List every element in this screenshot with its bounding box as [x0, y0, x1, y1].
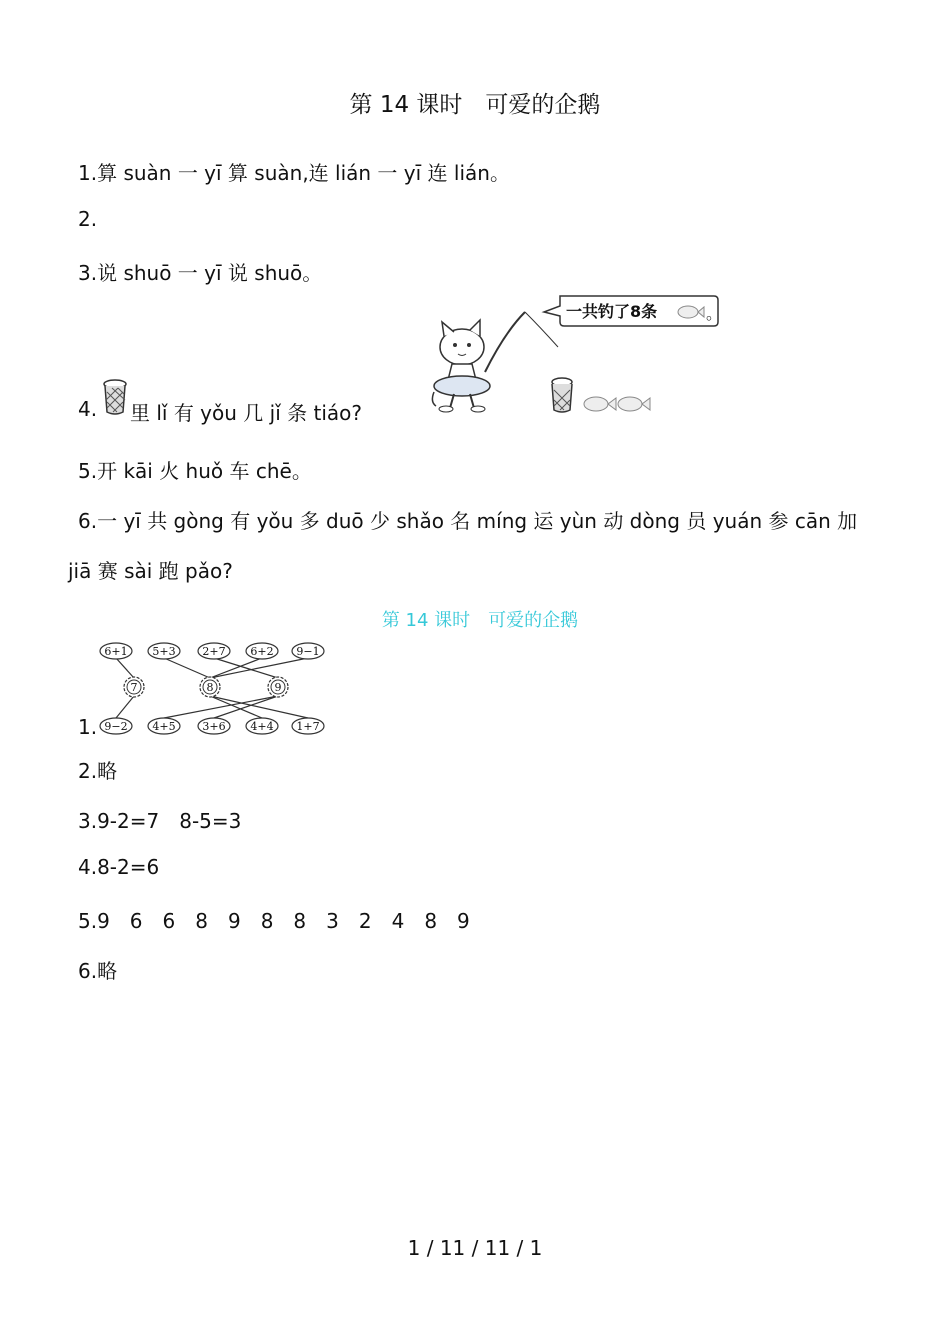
question-6-line-1: 6.一 yī 共 gòng 有 yǒu 多 duō 少 shǎo 名 míng 运 yùn 动 dòng 员 yuán 参 cān 加: [78, 509, 858, 533]
fish-icon: [584, 397, 616, 411]
question-1: 1.算 suàn 一 yī 算 suàn,连 lián 一 yī 连 lián。: [78, 161, 510, 185]
page-number: 1 / 11 / 11 / 1: [407, 1236, 543, 1260]
matching-top-item: 2+7: [202, 645, 226, 658]
question-6-line-2: jiā 赛 sài 跑 pǎo?: [68, 559, 233, 583]
answer-1-prefix: 1.: [78, 715, 98, 739]
matching-bottom-item: 4+4: [250, 720, 274, 733]
answer-4: 4.8-2=6: [78, 855, 160, 879]
fish-icon: [618, 397, 650, 411]
matching-diagram: [96, 640, 336, 740]
svg-text:。: 。: [706, 304, 723, 323]
answer-title: 第 14 课时 可爱的企鹅: [381, 610, 579, 631]
matching-bottom-item: 1+7: [296, 720, 320, 733]
question-4-text: 里 lǐ 有 yǒu 几 jǐ 条 tiáo?: [130, 401, 362, 425]
basket-icon: [100, 378, 130, 416]
matching-top-row: [100, 643, 324, 659]
matching-top-item: 5+3: [152, 645, 176, 658]
matching-bottom-item: 9−2: [104, 720, 128, 733]
matching-bottom-item: 4+5: [152, 720, 176, 733]
answer-3: 3.9-2=7 8-5=3: [78, 809, 242, 833]
page-title: 第 14 课时 可爱的企鹅: [349, 92, 601, 118]
basket-icon: [552, 378, 572, 412]
answer-5: 5.9 6 6 8 9 8 8 3 2 4 8 9: [78, 909, 470, 933]
question-2: 2.: [78, 207, 98, 231]
matching-middle-item: 9: [274, 681, 282, 694]
fishing-cat-illustration: [430, 292, 730, 422]
answer-6: 6.略: [78, 959, 118, 983]
matching-top-item: 6+2: [250, 645, 274, 658]
question-3: 3.说 shuō 一 yī 说 shuō。: [78, 261, 323, 285]
matching-middle-row: [124, 677, 288, 697]
matching-bottom-item: 3+6: [202, 720, 226, 733]
question-5: 5.开 kāi 火 huǒ 车 chē。: [78, 459, 312, 483]
matching-bottom-row: [100, 718, 324, 734]
question-4-prefix: 4.: [78, 397, 98, 421]
matching-top-item: 6+1: [104, 645, 128, 658]
speech-bubble-text: 一共钓了8条: [566, 302, 658, 321]
answer-2: 2.略: [78, 759, 118, 783]
matching-middle-item: 7: [130, 681, 138, 694]
matching-middle-item: 8: [206, 681, 214, 694]
matching-top-item: 9−1: [296, 645, 320, 658]
